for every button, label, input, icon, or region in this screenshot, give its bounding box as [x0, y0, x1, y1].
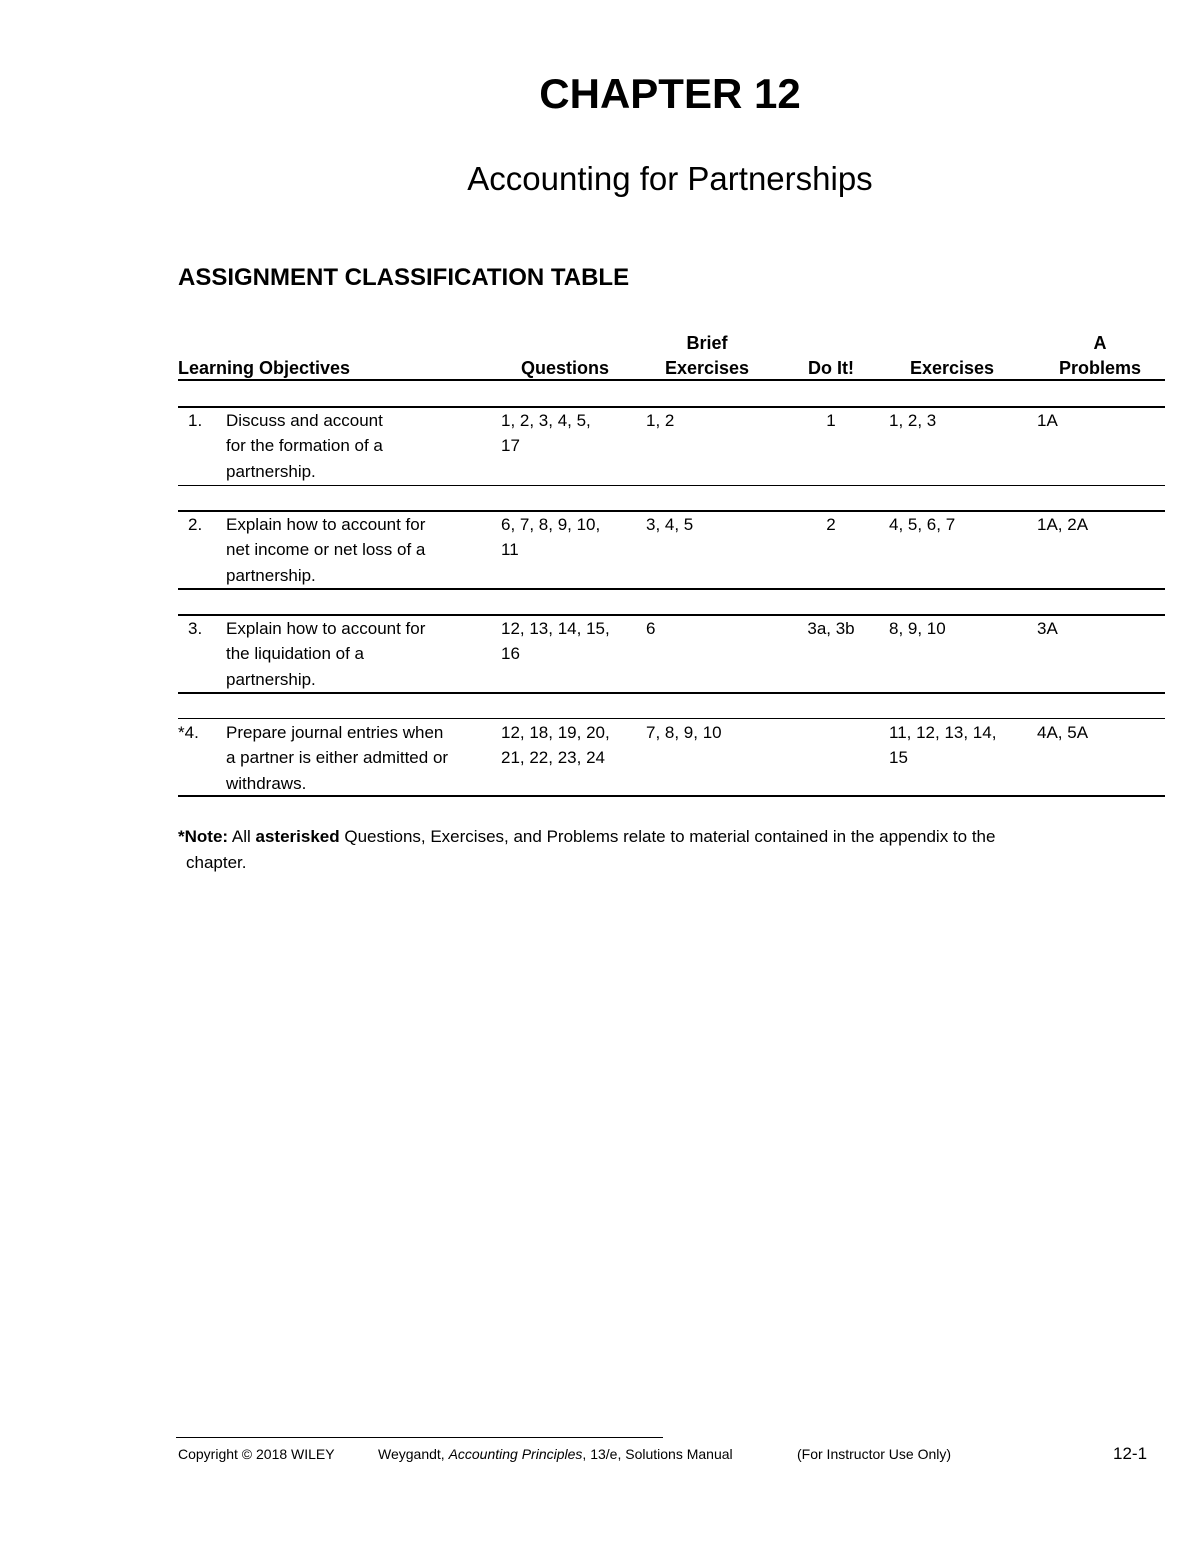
- brief-exercises-cell: 6: [646, 619, 656, 638]
- header-exercises: Exercises: [909, 358, 995, 378]
- row-bottom-rule: [178, 795, 1165, 797]
- exercises-cell-line: 8, 9, 10: [889, 619, 946, 638]
- questions-cell-line: 17: [501, 436, 520, 455]
- row-top-rule: [178, 718, 1165, 719]
- note-emphasis: asterisked: [255, 827, 340, 846]
- objective-text-line: Discuss and account: [226, 411, 383, 430]
- row-bottom-rule: [178, 485, 1165, 486]
- page-number: 12-1: [1113, 1444, 1148, 1463]
- a-problems-cell: 3A: [1037, 619, 1058, 638]
- exercises-cell-line: 1, 2, 3: [889, 411, 937, 430]
- a-problems-cell: 1A: [1037, 411, 1058, 430]
- appendix-note: [178, 824, 1164, 876]
- brief-exercises-cell: 3, 4, 5: [646, 515, 694, 534]
- objective-number: 3.: [188, 619, 203, 638]
- objective-text-line: a partner is either admitted or: [226, 748, 449, 767]
- questions-cell-line: 1, 2, 3, 4, 5,: [501, 411, 591, 430]
- row-bottom-rule: [178, 588, 1165, 590]
- exercises-cell-line: 4, 5, 6, 7: [889, 515, 956, 534]
- questions-cell-line: 6, 7, 8, 9, 10,: [501, 515, 601, 534]
- header-questions: Questions: [520, 358, 609, 378]
- header-rule: [178, 379, 1165, 381]
- questions-cell-line: 16: [501, 644, 520, 663]
- footer-rule: [176, 1437, 663, 1438]
- exercises-cell-line: 11, 12, 13, 14,: [889, 723, 997, 742]
- questions-cell-line: 12, 18, 19, 20,: [501, 723, 610, 742]
- objective-number: 1.: [188, 411, 203, 430]
- objective-text-line: the liquidation of a: [226, 644, 364, 663]
- do-it-cell: 3a, 3b: [807, 619, 855, 638]
- header-a-line1: A: [1093, 333, 1107, 353]
- header-brief-line1: Brief: [686, 333, 728, 353]
- objective-text-line: withdraws.: [226, 774, 307, 793]
- objective-text-line: partnership.: [226, 462, 316, 481]
- questions-cell-line: 12, 13, 14, 15,: [501, 619, 610, 638]
- do-it-cell: 2: [826, 515, 836, 534]
- objective-number: *4.: [178, 723, 199, 742]
- note-text-after: Questions, Exercises, and Problems relate to material contained in the appendix to the: [344, 827, 996, 846]
- brief-exercises-cell: 7, 8, 9, 10: [646, 723, 722, 742]
- chapter-title: CHAPTER 12: [539, 70, 801, 117]
- header-brief-line2: Exercises: [664, 358, 750, 378]
- objective-text-line: Prepare journal entries when: [226, 723, 444, 742]
- a-problems-cell: 4A, 5A: [1037, 723, 1089, 742]
- objective-text-line: partnership.: [226, 566, 316, 585]
- note-text-before: All: [231, 827, 251, 846]
- footer-edition: , 13/e, Solutions Manual: [582, 1446, 733, 1462]
- header-learning-objectives: Learning Objectives: [178, 358, 351, 378]
- header-do-it: Do It!: [808, 358, 854, 378]
- questions-cell-line: 11: [501, 540, 519, 559]
- footer-copyright: Copyright © 2018 WILEY: [178, 1446, 335, 1462]
- section-heading: ASSIGNMENT CLASSIFICATION TABLE: [178, 264, 630, 291]
- header-a-line2: Problems: [1058, 358, 1142, 378]
- footer-book-title: Accounting Principles: [448, 1446, 583, 1462]
- objective-text-line: net income or net loss of a: [226, 540, 426, 559]
- objective-text-line: Explain how to account for: [226, 515, 426, 534]
- a-problems-cell: 1A, 2A: [1037, 515, 1089, 534]
- chapter-subtitle: Accounting for Partnerships: [467, 160, 873, 197]
- note-text-last: chapter.: [186, 853, 247, 872]
- objective-text-line: for the formation of a: [226, 436, 383, 455]
- exercises-cell-line: 15: [889, 748, 908, 767]
- footer-instructor-note: (For Instructor Use Only): [797, 1446, 952, 1462]
- objective-text-line: Explain how to account for: [226, 619, 426, 638]
- objective-number: 2.: [188, 515, 203, 534]
- objective-text-line: partnership.: [226, 670, 316, 689]
- brief-exercises-cell: 1, 2: [646, 411, 675, 430]
- note-label: *Note:: [178, 827, 229, 846]
- questions-cell-line: 21, 22, 23, 24: [501, 748, 605, 767]
- row-bottom-rule: [178, 692, 1165, 694]
- do-it-cell: 1: [826, 411, 836, 430]
- footer-citation: [378, 1446, 733, 1462]
- footer-author: Weygandt,: [378, 1446, 445, 1462]
